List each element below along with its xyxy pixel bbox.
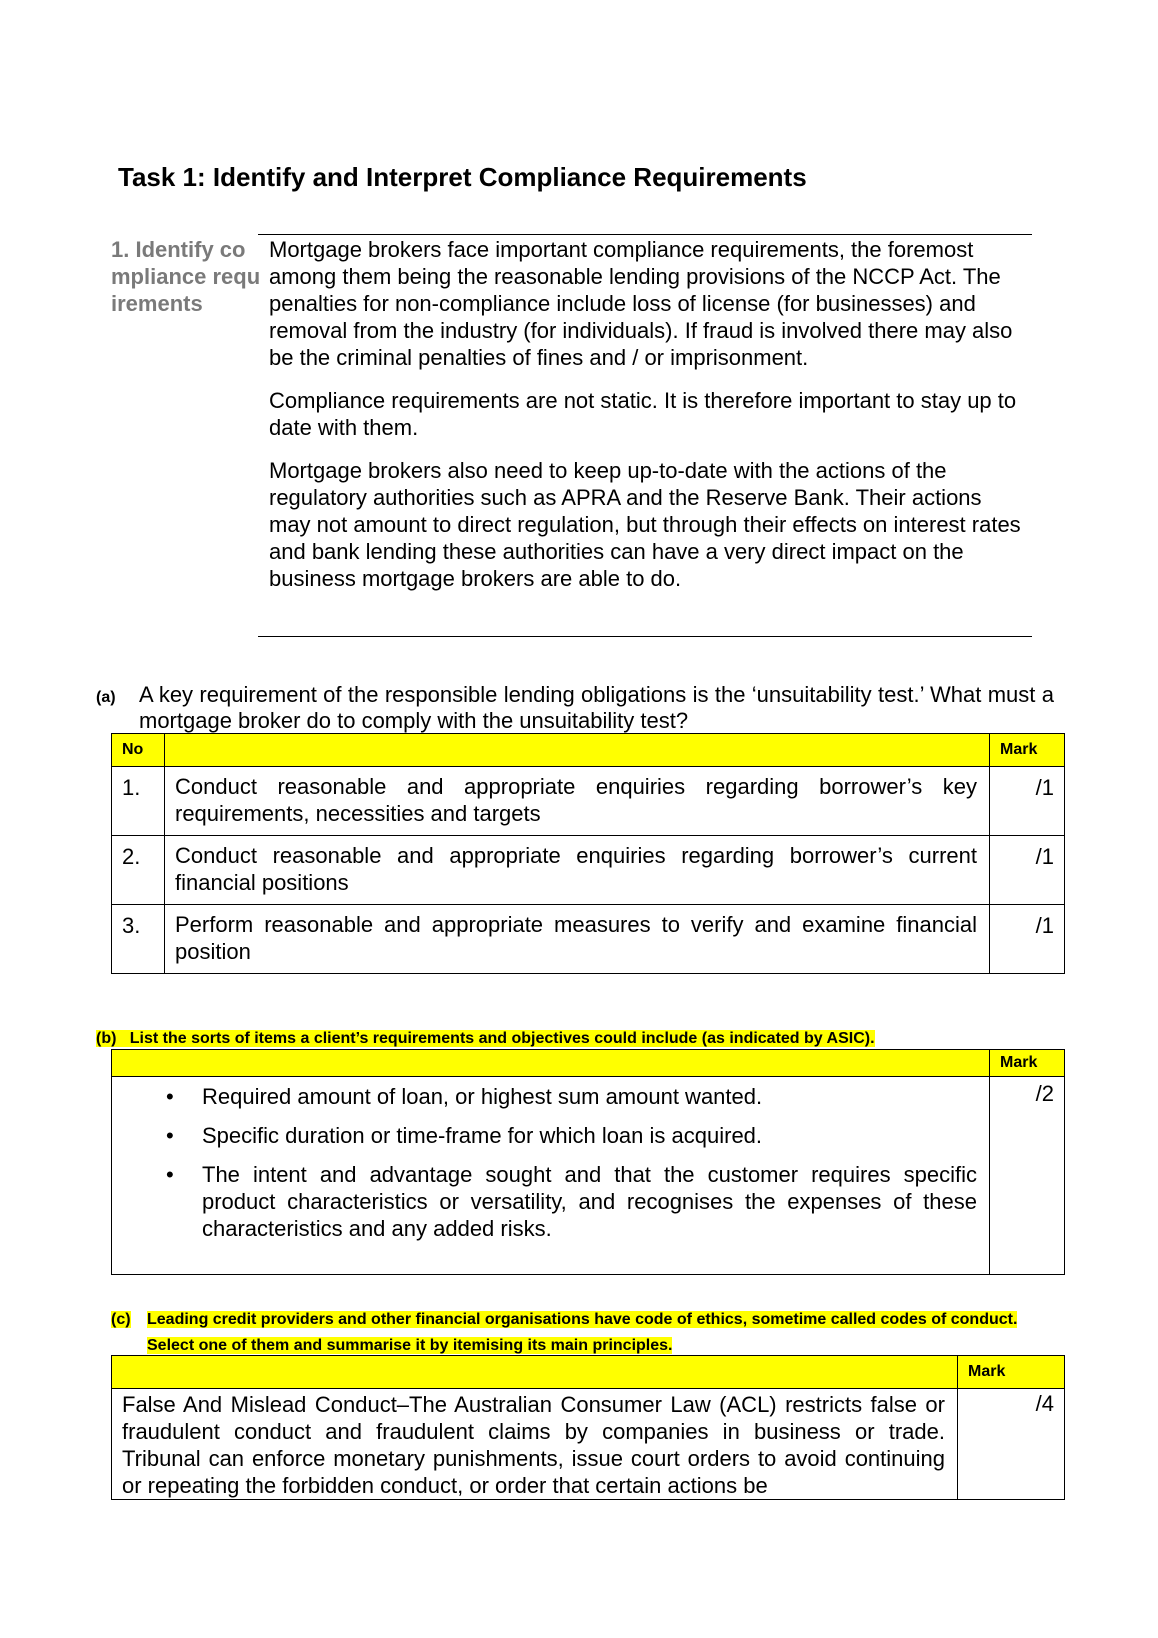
divider	[258, 636, 1032, 637]
paragraph: Mortgage brokers face important compliance requirements, the foremost among them being the reasonable lending provisions of the NCCP Act. The penalties for non-compliance include loss of license (for businesses) and removal from the industry (for individuals). If fraud is involved there may also be the criminal penalties of fines and / or imprisonment.	[269, 237, 1013, 370]
row-mark: /1	[990, 767, 1065, 836]
answer-table-c	[111, 1355, 1065, 1500]
question-b-letter: (b)	[96, 1030, 117, 1047]
column-header-blank	[165, 734, 990, 767]
question-c-heading	[111, 1307, 1051, 1359]
list-item: • The intent and advantage sought and that the customer requires specific product characteristics or versatility, and recognises the expenses of these characteristics and any added risks.	[122, 1161, 977, 1242]
row-number: 2.	[112, 836, 165, 905]
column-header-mark: Mark	[990, 734, 1065, 767]
question-c-text-wrap	[111, 1307, 1051, 1359]
table-row	[112, 767, 1065, 836]
paragraph: Mortgage brokers also need to keep up-to-date with the actions of the regulatory authorities such as APRA and the Reserve Bank. Their actions may not amount to direct regulation, but through their effects on interest rates and bank lending these authorities can have a very direct impact on the business mortgage brokers are able to do.	[269, 458, 1021, 591]
list-item: • Specific duration or time-frame for which loan is acquired.	[122, 1122, 977, 1149]
section-label: 1. Identify compliance requirements	[111, 237, 261, 316]
row-answer: Conduct reasonable and appropriate enquiries regarding borrower’s key requirements, necessities and targets	[165, 767, 990, 836]
table-row	[112, 836, 1065, 905]
question-a-text: A key requirement of the responsible lending obligations is the ‘unsuitability test.’ What must a mortgage broker do to comply with the unsuitability test?	[139, 682, 1054, 733]
row-answer: Conduct reasonable and appropriate enquiries regarding borrower’s current financial positions	[165, 836, 990, 905]
question-a-letter: (a)	[96, 689, 116, 706]
question-b-text: List the sorts of items a client’s requirements and objectives could include (as indicated by ASIC).	[129, 1030, 875, 1047]
answer-table-a	[111, 733, 1065, 974]
table-row	[112, 1389, 1065, 1500]
answer-table-b	[111, 1049, 1065, 1275]
question-c-text: Leading credit providers and other financial organisations have code of ethics, sometime called codes of conduct. Select one of them and summarise it by itemising its main principles.	[147, 1311, 1018, 1354]
row-answer: Perform reasonable and appropriate measures to verify and examine financial position	[165, 905, 990, 974]
table-row	[112, 1077, 1065, 1275]
row-mark: /1	[990, 905, 1065, 974]
column-header-blank	[112, 1356, 958, 1389]
answer-text: False And Mislead Conduct–The Australian Consumer Law (ACL) restricts false or fraudulent conduct and fraudulent claims by companies in business or trade. Tribunal can enforce monetary punishments, issue court orders to avoid continuing or repeating the forbidden conduct, or order that certain actions be	[112, 1389, 958, 1500]
column-header-mark: Mark	[958, 1356, 1065, 1389]
page-title: Task 1: Identify and Interpret Compliance Requirements	[118, 162, 807, 192]
row-mark: /1	[990, 836, 1065, 905]
bullet-list	[122, 1083, 977, 1242]
divider	[258, 234, 1032, 235]
row-mark: /2	[990, 1077, 1065, 1275]
question-c-letter: (c)	[111, 1311, 131, 1328]
list-item: • Required amount of loan, or highest sum amount wanted.	[122, 1083, 977, 1110]
column-header-blank	[112, 1050, 990, 1077]
row-number: 3.	[112, 905, 165, 974]
bullet-cell	[112, 1077, 990, 1275]
row-number: 1.	[112, 767, 165, 836]
column-header-mark: Mark	[990, 1050, 1065, 1077]
question-c-letter-wrap	[111, 1307, 131, 1333]
row-mark: /4	[958, 1389, 1065, 1500]
column-header-no: No	[112, 734, 165, 767]
paragraph: Compliance requirements are not static. It is therefore important to stay up to date with them.	[269, 388, 1017, 440]
table-row	[112, 905, 1065, 974]
spacer	[116, 1030, 129, 1047]
section-body	[269, 236, 1024, 608]
